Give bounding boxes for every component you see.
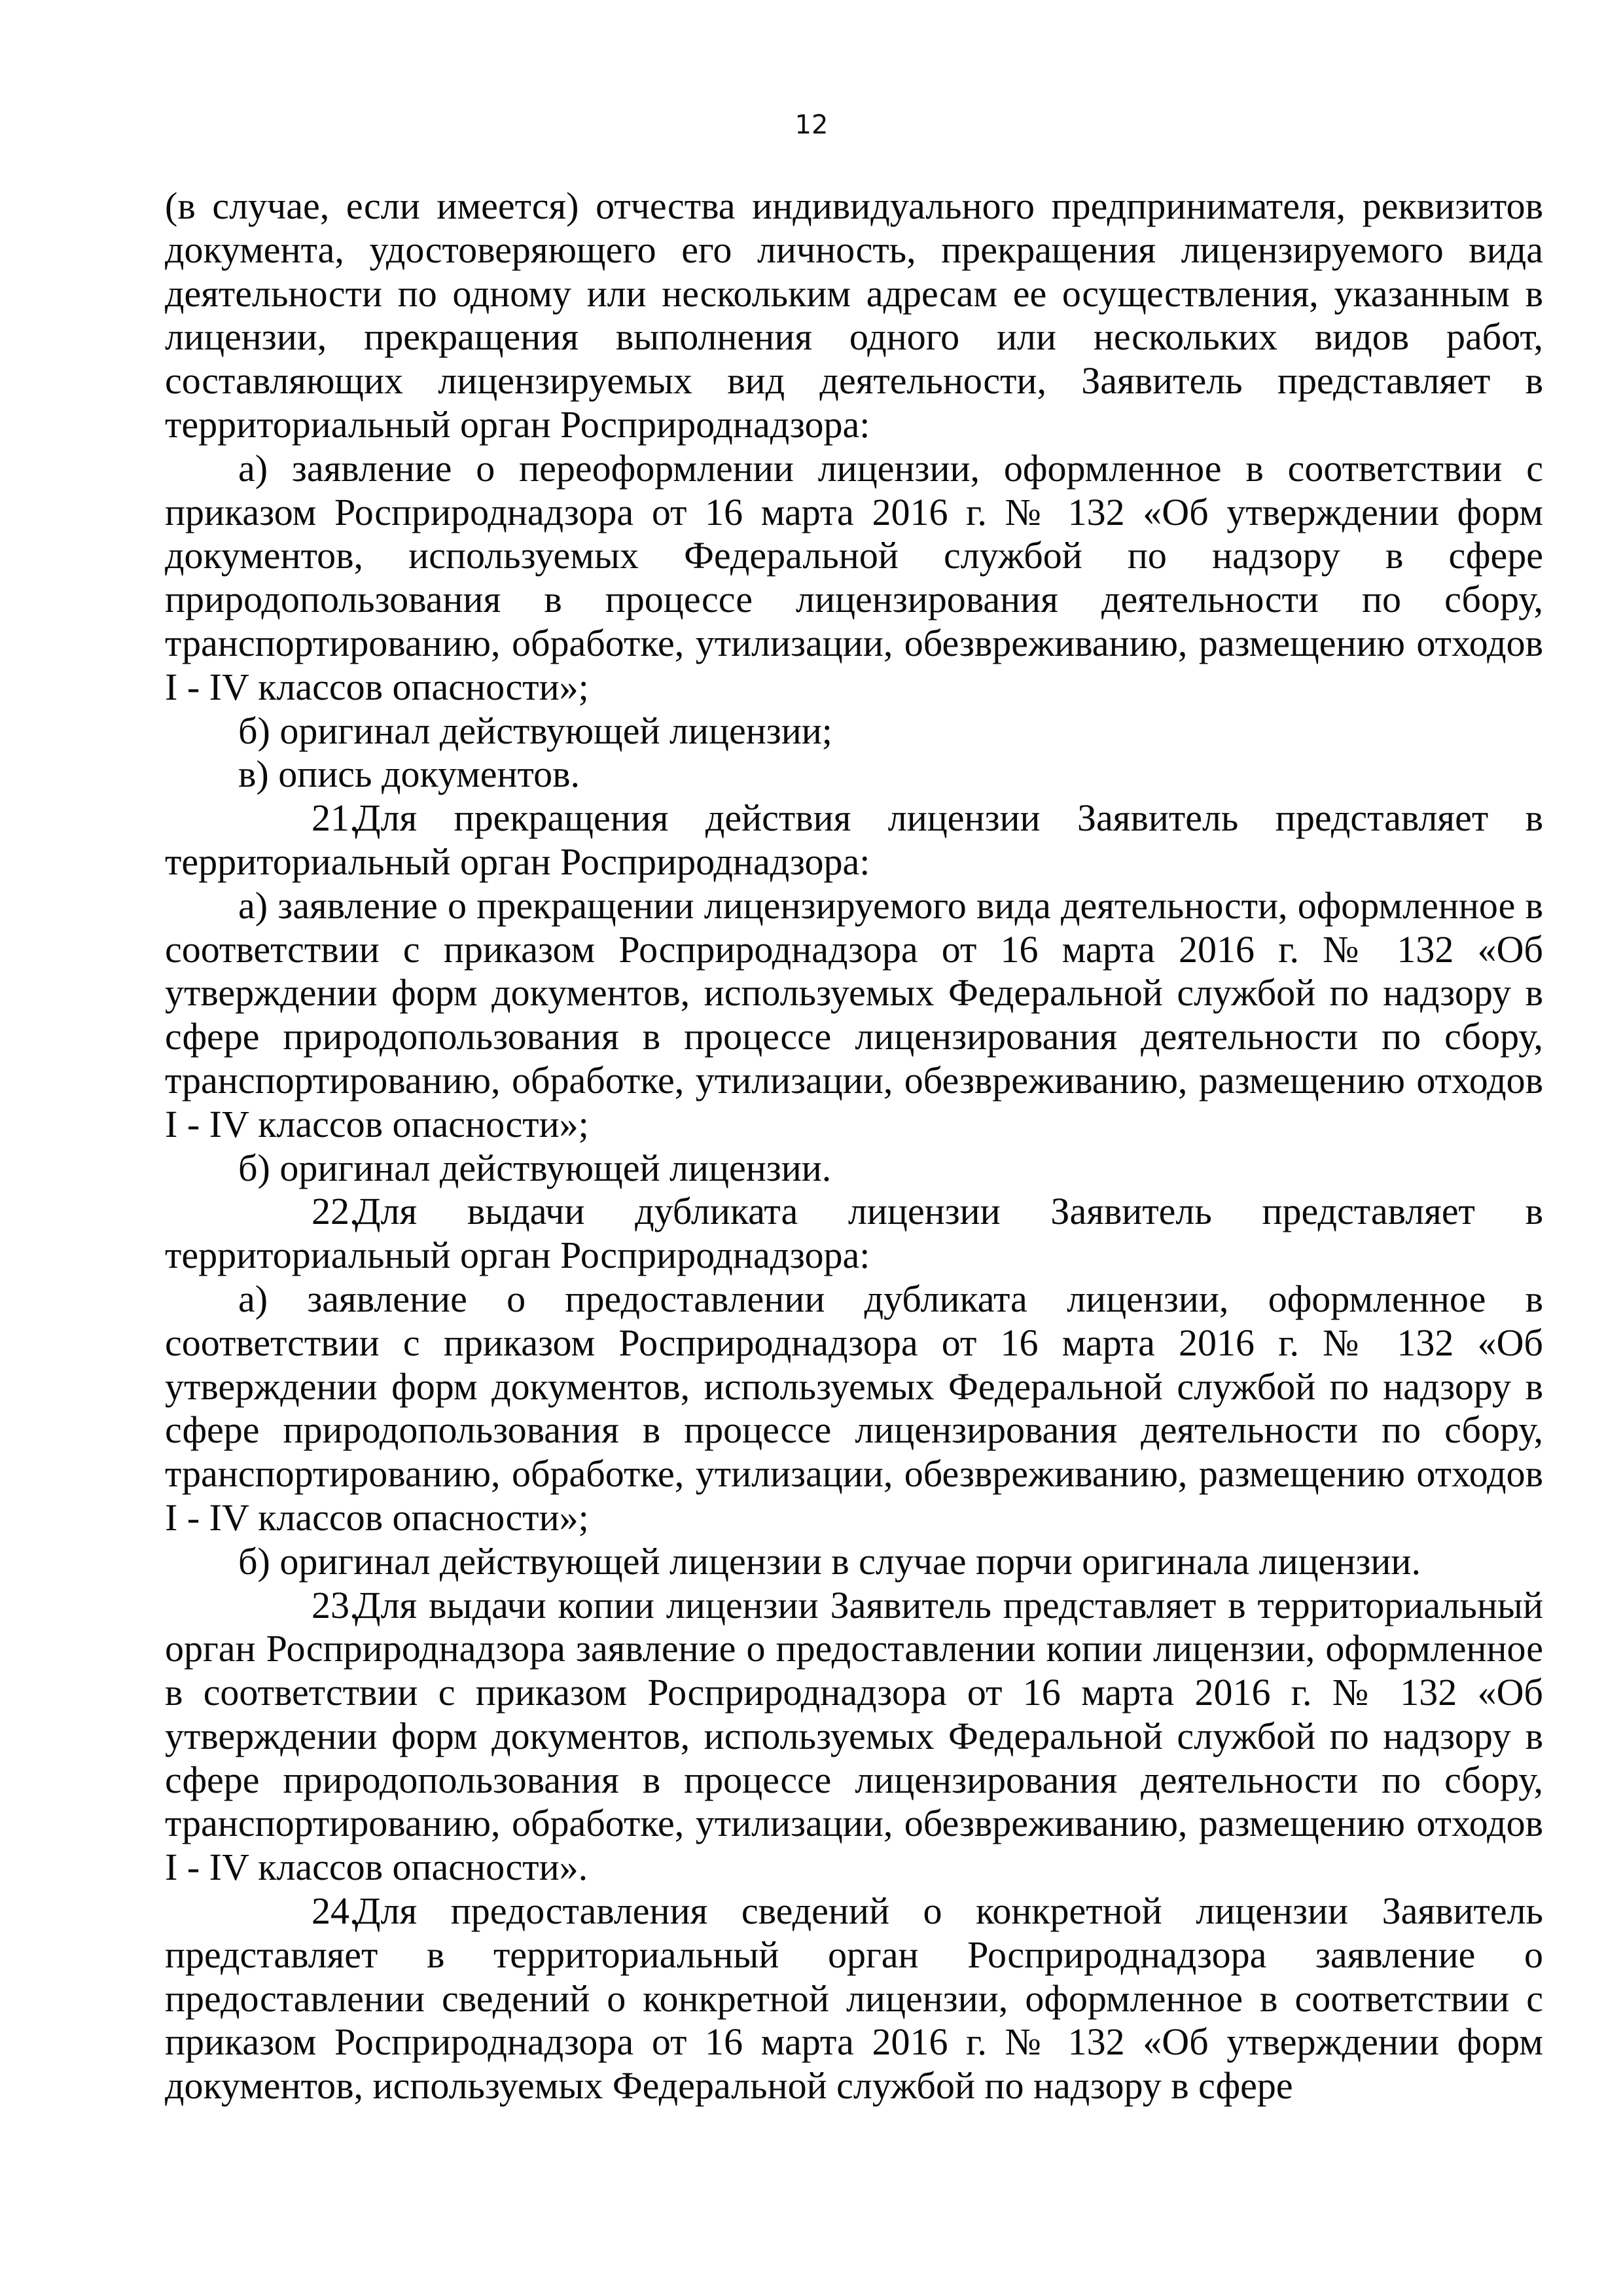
document-body (165, 185, 1543, 2108)
page-number: 12 (794, 110, 829, 140)
paragraph-21 (165, 797, 1543, 884)
paragraph-22-item-b: б) оригинал действующей лицензии в случае порчи оригинала лицензии. (238, 1539, 1421, 1583)
paragraph-22-text: Для выдачи дубликата лицензии Заявитель представляет в территориальный орган Росприроднадзора: (165, 1190, 1543, 1277)
paragraph-23-text: Для выдачи копии лицензии Заявитель представляет в территориальный орган Росприроднадзора заявление о предоставлении копии лицензии, оформленное в соответствии с приказом Росприроднадзора от 16 марта 2016 г. № 132 «Об утверждении форм документов, используемых Федеральной службой по надзору в сфере природопользования в процессе лицензирования деятельности по сбору, транспортированию, обработке, утилизации, обезвреживанию, размещению отходов I - IV классов опасности». (165, 1583, 1543, 1889)
paragraph-24 (165, 1890, 1543, 2108)
paragraph-24-text: Для предоставления сведений о конкретной лицензии Заявитель представляет в территориальный орган Росприроднадзора заявление о предоставлении сведений о конкретной лицензии, оформленное в соответствии с приказом Росприроднадзора от 16 марта 2016 г. № 132 «Об утверждении форм документов, используемых Федеральной службой по надзору в сфере (165, 1890, 1543, 2108)
item-number-21: 21. (312, 797, 359, 840)
paragraph-item-v-inventory: в) опись документов. (238, 753, 580, 796)
paragraph-21-item-a: а) заявление о прекращении лицензируемого вида деятельности, оформленное в соответствии с приказом Росприроднадзора от 16 марта 2016 г. № 132 «Об утверждении форм документов, используемых Федеральной службой по надзору в сфере природопользования в процессе лицензирования деятельности по сбору, транспортированию, обработке, утилизации, обезвреживанию, размещению отходов I - IV классов опасности»; (165, 884, 1543, 1145)
paragraph-22-item-a: а) заявление о предоставлении дубликата лицензии, оформленное в соответствии с приказом Росприроднадзора от 16 марта 2016 г. № 132 «Об утверждении форм документов, используемых Федеральной службой по надзору в сфере природопользования в процессе лицензирования деятельности по сбору, транспортированию, обработке, утилизации, обезвреживанию, размещению отходов I - IV классов опасности»; (165, 1277, 1543, 1539)
paragraph-22 (165, 1190, 1543, 1278)
paragraph-item-b-original: б) оригинал действующей лицензии; (238, 709, 832, 752)
paragraph-21-text: Для прекращения действия лицензии Заявитель представляет в территориальный орган Росприроднадзора: (165, 797, 1543, 883)
paragraph-23 (165, 1584, 1543, 1890)
item-number-22: 22. (312, 1190, 359, 1233)
paragraph-continuation: (в случае, если имеется) отчества индивидуального предпринимателя, реквизитов документа, удостоверяющего его личность, прекращения лицензируемого вида деятельности по одному или нескольким адресам ее осуществления, указанным в лицензии, прекращения выполнения одного или нескольких видов работ, составляющих лицензируемых вид деятельности, Заявитель представляет в территориальный орган Росприроднадзора: (165, 185, 1543, 446)
item-number-23: 23. (312, 1583, 359, 1626)
paragraph-item-a-reissue: а) заявление о переоформлении лицензии, оформленное в соответствии с приказом Росприроднадзора от 16 марта 2016 г. № 132 «Об утверждении форм документов, используемых Федеральной службой по надзору в сфере природопользования в процессе лицензирования деятельности по сбору, транспортированию, обработке, утилизации, обезвреживанию, размещению отходов I - IV классов опасности»; (165, 446, 1543, 708)
paragraph-21-item-b: б) оригинал действующей лицензии. (238, 1146, 832, 1189)
item-number-24: 24. (312, 1890, 359, 1933)
